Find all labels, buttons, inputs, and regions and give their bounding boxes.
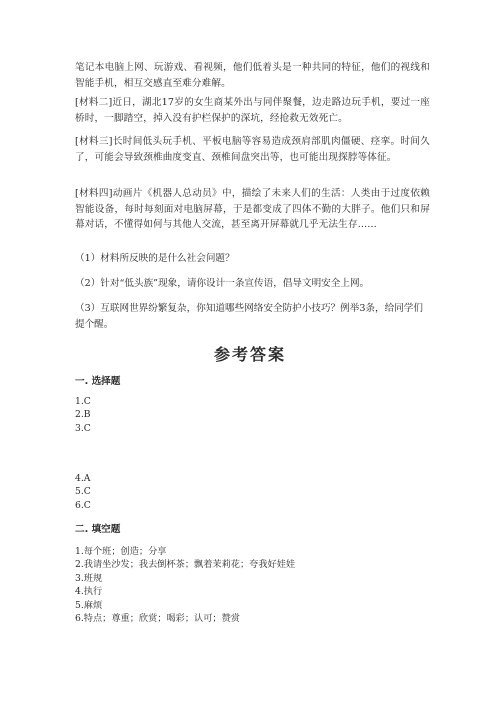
- answer-item: 5.C: [75, 486, 91, 498]
- answer-item: 2.我请坐沙发；我去倒杯茶；飘着茉莉花；夸我好娃娃: [75, 559, 296, 571]
- answer-item: 5.麻烦: [75, 599, 103, 611]
- question-3: （3）互联网世界纷繁复杂，你知道哪些网络安全防护小技巧？例举3条，给同学们提个醒。: [75, 303, 423, 330]
- section-choice-title: 一. 选择题: [75, 376, 121, 387]
- answer-item: 3.C: [75, 422, 91, 434]
- choice-answers-group-a: [75, 395, 91, 435]
- answer-item: 1.每个班；创造；分享: [75, 546, 167, 557]
- answer-item: 4.A: [75, 473, 91, 484]
- material-4-paragraph: [材料四]动画片《机器人总动员》中，描绘了未来人们的生活：人类由于过度依赖智能设备，每时每刻面对电脑屏幕，于是都变成了四体不勤的大胖子。他们只和屏幕对话，不懂得如何与其他人交流，甚至离开屏幕就几乎无法生存……: [75, 188, 430, 231]
- answer-item: 3.班规: [75, 572, 103, 584]
- section-fill-title: 二. 填空题: [75, 524, 121, 535]
- answer-item: 4.执行: [75, 586, 103, 598]
- answer-item: 1.C: [75, 396, 91, 407]
- material-2-paragraph: [材料二]近日，湖北17岁的女生商某外出与同伴聚餐，边走路边玩手机，要过一座桥时，一脚踏空，掉入没有护栏保护的深坑，经抢救无效死亡。: [75, 97, 430, 124]
- passage-intro: 笔记本电脑上网、玩游戏、看视频，他们低着头是一种共同的特征，他们的视线和智能手机，相互交感直至难分难解。: [75, 62, 430, 89]
- fill-answers: [75, 545, 295, 625]
- answer-item: 6.C: [75, 499, 91, 511]
- question-1: （1）材料所反映的是什么社会问题？: [75, 253, 235, 264]
- answer-item: 2.B: [75, 409, 91, 421]
- material-3-paragraph: [材料三]长时间低头玩手机、平板电脑等容易造成颈肩部肌肉僵硬、痉挛。时间久了，可能会导致颈椎曲度变直、颈椎间盘突出等，也可能出现探脖等体征。: [75, 136, 430, 163]
- answer-key-title: 参考答案: [213, 345, 286, 364]
- question-2: （2）针对“低头族”现象，请你设计一条宣传语，倡导文明安全上网。: [75, 278, 370, 289]
- answer-item: 6.特点；尊重；欣赏；喝彩；认可；赞赏: [75, 613, 240, 625]
- choice-answers-group-b: [75, 472, 91, 512]
